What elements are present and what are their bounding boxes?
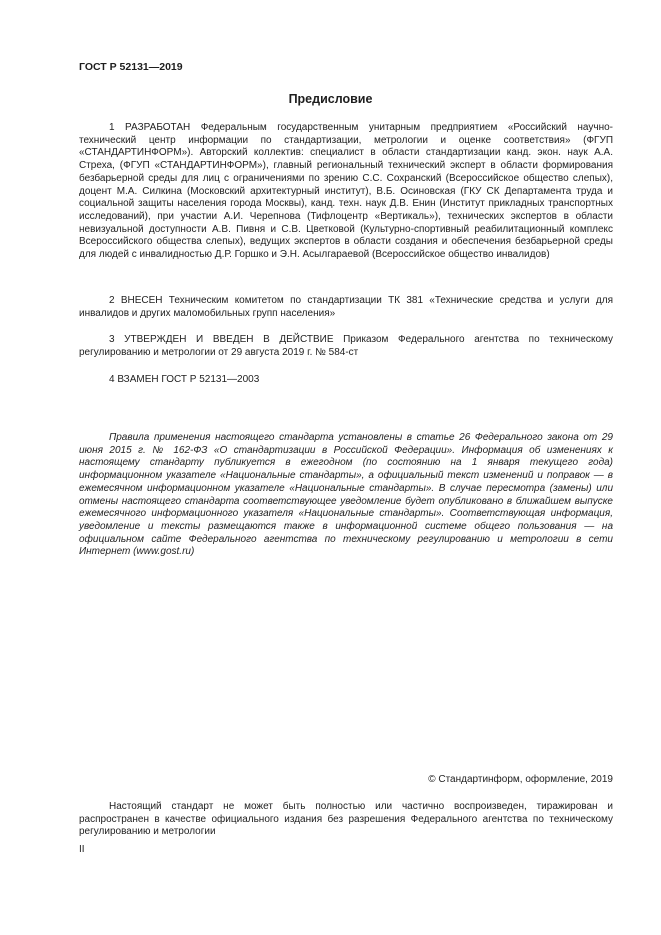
section-approved bbox=[79, 334, 613, 359]
paragraph-1: 1 РАЗРАБОТАН Федеральным государственным унитарным предприятием «Российский научно-технический центр информации по стандартизации, метрологии и оценке соответствия» (ФГУП «СТАНДАРТИНФОРМ»). Авторский коллектив: специалист в области стандартизации канд. экон. наук А.А. Стреха, (ФГУП «СТАНДАРТИНФОРМ»), главный региональный технический эксперт в области формирования безбарьерной среды для лиц с ограничениями по зрению С.С. Сохранский (Всероссийское общество слепых), доцент М.А. Силкина (Московский архитектурный институт), В.Б. Осиновская (ГКУ СК Департамента труда и социальной защиты населения города Москвы), канд. техн. наук Д.В. Енин (Институт прикладных транспортных исследований), при участии А.И. Черепнова (Тифлоцентр «Вертикаль»), технических экспертов в области невизуальной доступности А.В. Пивня и С.В. Цветковой (Культурно-спортивный реабилитационный комплекс Всероссийского общества слепых), ведущих экспертов в области создания и обеспечения безбарьерной среды для людей с инвалидностью Д.Р. Горшко и Э.Н. Асылгараевой (Всероссийское общество инвалидов) bbox=[79, 122, 613, 261]
section-replaces bbox=[79, 374, 613, 387]
copyright-line: © Стандартинформ, оформление, 2019 bbox=[428, 774, 613, 785]
application-notice bbox=[79, 432, 613, 559]
section-developed bbox=[79, 122, 613, 262]
notice-text: Правила применения настоящего стандарта установлены в статье 26 Федерального закона от 29 июня 2015 г. № 162-ФЗ «О стандартизации в Российской Федерации». Информация об изменениях к настоящему стандарту публикуется в ежегодном (по состоянию на 1 января текущего года) информационном указателе «Национальные стандарты», а официальный текст изменений и поправок — в ежемесячном информационном указателе «Национальные стандарты». В случае пересмотра (замены) или отмены настоящего стандарта соответствующее уведомление будет опубликовано в ближайшем выпуске ежемесячного информационного указателя «Национальные стандарты». Соответствующая информация, уведомление и тексты размещаются также в информационной системе общего пользования — на официальном сайте Федерального агентства по техническому регулированию и метрологии в сети Интернет (www.gost.ru) bbox=[79, 432, 613, 558]
reproduction-text: Настоящий стандарт не может быть полностью или частично воспроизведен, тиражирован и распространен в качестве официального издания без разрешения Федерального агентства по техническому регулированию и метрологии bbox=[79, 801, 613, 838]
page-number: II bbox=[79, 844, 85, 855]
paragraph-4: 4 ВЗАМЕН ГОСТ Р 52131—2003 bbox=[109, 374, 260, 385]
paragraph-3: 3 УТВЕРЖДЕН И ВВЕДЕН В ДЕЙСТВИЕ Приказом Федерального агентства по техническому регулированию и метрологии от 29 августа 2019 г. № 584-ст bbox=[79, 334, 613, 358]
section-introduced bbox=[79, 295, 613, 320]
standard-designation: ГОСТ Р 52131—2019 bbox=[79, 61, 183, 73]
reproduction-notice bbox=[79, 801, 613, 839]
paragraph-2: 2 ВНЕСЕН Техническим комитетом по стандартизации ТК 381 «Технические средства и услуги для инвалидов и других маломобильных групп населения» bbox=[79, 295, 613, 319]
page-title: Предисловие bbox=[288, 92, 373, 106]
